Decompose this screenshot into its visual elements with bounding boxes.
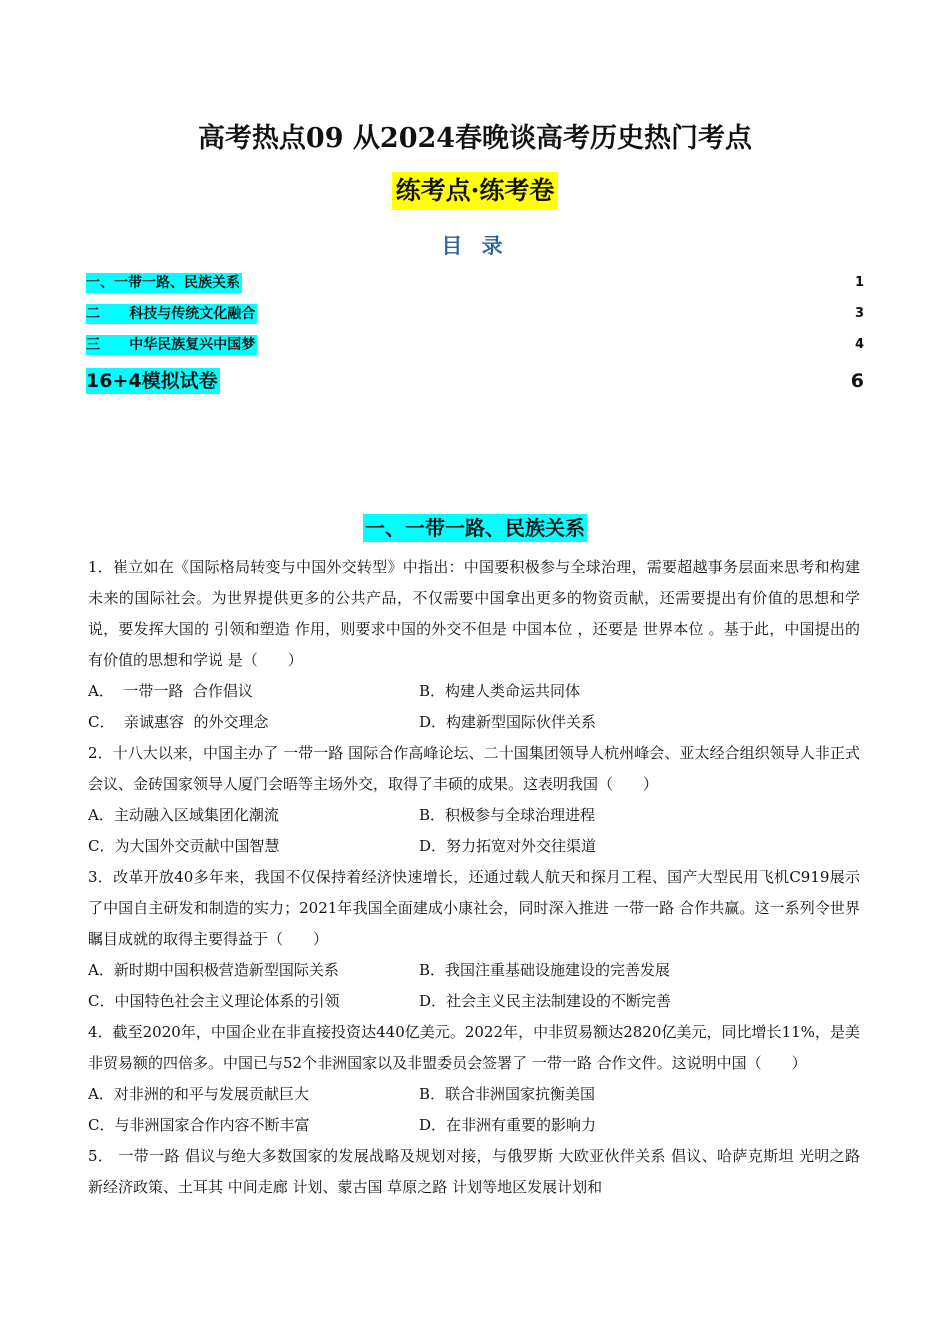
option-row (88, 1110, 860, 1141)
toc-item[interactable] (86, 335, 864, 357)
option-c: C． 亲诚惠容 的外交理念 (88, 713, 269, 731)
toc-item-page: 3 (854, 306, 864, 321)
question-list (88, 552, 865, 1203)
option-row (88, 986, 860, 1017)
subtitle-wrap (0, 172, 950, 210)
toc-item-page: 4 (854, 337, 864, 352)
option-b: B．我国注重基础设施建设的完善发展 (419, 961, 671, 979)
option-row (88, 676, 860, 707)
option-row (88, 800, 860, 831)
option-d: D．构建新型国际伙伴关系 (419, 713, 597, 731)
question-stem: 2．十八大以来，中国主办了 一带一路 国际合作高峰论坛、二十国集团领导人杭州峰会、亚太经合组织领导人非正式会议、金砖国家领导人厦门会晤等主场外交，取得了丰硕的成果。这表明我国（ ） (88, 744, 860, 793)
toc-item[interactable] (86, 273, 864, 295)
toc-item-page: 6 (850, 370, 864, 392)
toc-item-label: 一、一带一路、民族关系 (86, 275, 240, 291)
option-row (88, 1079, 860, 1110)
option-d: D．在非洲有重要的影响力 (419, 1116, 597, 1134)
option-a: A．对非洲的和平与发展贡献巨大 (88, 1085, 309, 1103)
toc-heading: 目 录 (441, 234, 509, 258)
option-c: C．为大国外交贡献中国智慧 (88, 837, 280, 855)
document-subtitle: 练考点·练考卷 (392, 172, 559, 210)
question-stem: 1．崔立如在《国际格局转变与中国外交转型》中指出：中国要积极参与全球治理，需要超越事务层面来思考和构建未来的国际社会。为世界提供更多的公共产品，不仅需要中国拿出更多的物资贡献，还需要提出有价值的思想和学说，要发挥大国的 引领和塑造 作用，则要求中国的外交不但是 中国本位 ，还要是 世界本位 。基于此，中国提出的 有价值的思想和学说 是（ ） (88, 558, 865, 669)
option-row (88, 831, 860, 862)
toc-item[interactable] (86, 368, 864, 396)
question-stem: 3．改革开放40多年来，我国不仅保持着经济快速增长，还通过载人航天和探月工程、国产大型民用飞机C919展示了中国自主研发和制造的实力；2021年我国全面建成小康社会，同时深入推进 一带一路 合作共赢。这一系列令世界瞩目成就的取得主要得益于（ ） (88, 868, 860, 948)
question-stem: 4．截至2020年，中国企业在非直接投资达440亿美元。2022年，中非贸易额达2820亿美元，同比增长11%，是美非贸易额的四倍多。中国已与52个非洲国家以及非盟委员会签署了 一带一路 合作文件。这说明中国（ ） (88, 1023, 860, 1072)
option-a: A．新时期中国积极营造新型国际关系 (88, 961, 339, 979)
toc-item-label: 三 中华民族复兴中国梦 (86, 337, 256, 353)
option-row (88, 955, 860, 986)
option-b: B．积极参与全球治理进程 (419, 806, 596, 824)
option-d: D．努力拓宽对外交往渠道 (419, 837, 597, 855)
toc-item-label: 二 科技与传统文化融合 (86, 306, 256, 322)
option-a: A．主动融入区域集团化潮流 (88, 806, 279, 824)
option-d: D．社会主义民主法制建设的不断完善 (419, 992, 672, 1010)
question-stem: 5． 一带一路 倡议与绝大多数国家的发展战略及规划对接，与俄罗斯 大欧亚伙伴关系 倡议、哈萨克斯坦 光明之路 新经济政策、土耳其 中间走廊 计划、蒙古国 草原之路 计划等地区发展计划和 (88, 1147, 865, 1196)
option-b: B．构建人类命运共同体 (419, 682, 581, 700)
toc-item-page: 1 (854, 275, 864, 290)
option-a: A． 一带一路 合作倡议 (88, 682, 253, 700)
section-title: 一、一带一路、民族关系 (365, 516, 585, 540)
option-c: C．中国特色社会主义理论体系的引领 (88, 992, 340, 1010)
option-b: B．联合非洲国家抗衡美国 (419, 1085, 596, 1103)
option-c: C．与非洲国家合作内容不断丰富 (88, 1116, 310, 1134)
section-wrap (0, 514, 950, 542)
document-title: 高考热点09 从2024春晚谈高考历史热门考点 (197, 123, 753, 154)
toc-item-label: 16+4模拟试卷 (86, 370, 218, 392)
option-row (88, 707, 860, 738)
toc-item[interactable] (86, 304, 864, 326)
